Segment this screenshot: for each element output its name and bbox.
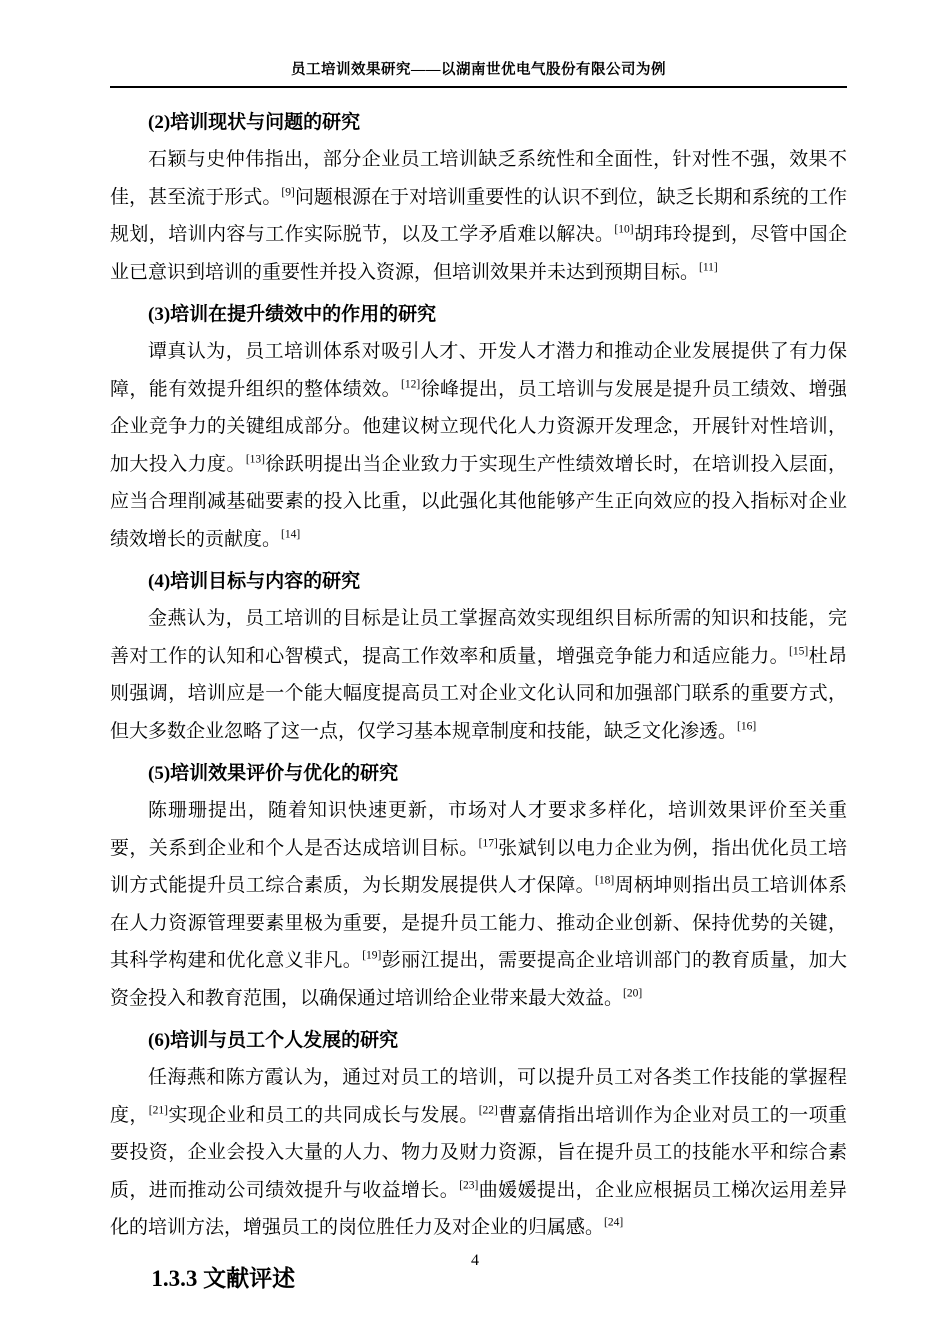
text-segment: 曲媛媛提出，企业应根据员工梯次运用差异化的培训方法，增强员工的岗位胜任力及对企业的归属感。 [110, 1179, 847, 1238]
text-segment: 实现企业和员工的共同成长与发展。 [167, 1104, 479, 1126]
text-segment: 陈珊珊提出，随着知识快速更新，市场对人才要求多样化，培训效果评价至关重要，关系到企业和个人是否达成培训目标。 [110, 800, 847, 859]
text-segment: 杜昂则强调，培训应是一个能大幅度提高员工对企业文化认同和加强部门联系的重要方式，但大多数企业忽略了这一点，仅学习基本规章制度和技能，缺乏文化渗透。 [110, 645, 847, 742]
reference-marker: [19] [362, 949, 382, 962]
section-paragraph-4 [110, 600, 847, 750]
section-heading-5: (5)培训效果评价与优化的研究 [148, 763, 399, 784]
section-heading-4: (4)培训目标与内容的研究 [148, 571, 361, 592]
reference-marker: [12] [401, 378, 421, 391]
reference-marker: [21] [148, 1104, 168, 1117]
reference-marker: [9] [281, 186, 295, 199]
section-heading-6: (6)培训与员工个人发展的研究 [148, 1030, 399, 1051]
reference-marker: [10] [614, 223, 634, 236]
section-paragraph-2 [110, 141, 847, 291]
text-segment: 曹嘉倩指出培训作为企业对员工的一项重要投资，企业会投入大量的人力、物力及财力资源，旨在提升员工的技能水平和综合素质，进而推动公司绩效提升与收益增长。 [110, 1104, 847, 1201]
page-header [110, 58, 847, 88]
section-paragraph-5 [110, 792, 847, 1017]
document-content [110, 104, 847, 1299]
reference-marker: [17] [478, 837, 498, 850]
reference-marker: [14] [281, 528, 301, 541]
page-number: 4 [471, 1252, 479, 1269]
subsection-heading-1-3-3: 1.3.3 文献评述 [151, 1265, 296, 1291]
section-paragraph-6 [110, 1059, 847, 1247]
text-segment: 胡玮玲提到，尽管中国企业已意识到培训的重要性并投入资源，但培训效果并未达到预期目标。 [110, 224, 847, 283]
text-segment: 谭真认为，员工培训体系对吸引人才、开发人才潜力和推动企业发展提供了有力保障，能有效提升组织的整体绩效。 [110, 341, 847, 400]
reference-marker: [18] [595, 874, 615, 887]
text-segment: 石颖与史仲伟指出，部分企业员工培训缺乏系统性和全面性，针对性不强，效果不佳，甚至流于形式。 [110, 149, 847, 208]
reference-marker: [13] [245, 453, 265, 466]
text-segment: 金燕认为，员工培训的目标是让员工掌握高效实现组织目标所需的知识和技能，完善对工作的认知和心智模式，提高工作效率和质量，增强竞争能力和适应能力。 [110, 608, 847, 667]
text-segment: 徐跃明提出当企业致力于实现生产性绩效增长时，在培训投入层面，应当合理削减基础要素的投入比重，以此强化其他能够产生正向效应的投入指标对企业绩效增长的贡献度。 [110, 453, 847, 550]
section-heading-2: (2)培训现状与问题的研究 [148, 112, 361, 133]
section-paragraph-3 [110, 333, 847, 558]
reference-marker: [24] [604, 1216, 624, 1229]
text-segment: 周柄坤则指出员工培训体系在人力资源管理要素里极为重要，是提升员工能力、推动企业创新、保持优势的关键，其科学构建和优化意义非凡。 [110, 875, 847, 971]
reference-marker: [20] [623, 987, 643, 1000]
text-segment: 任海燕和陈方霞认为，通过对员工的培训，可以提升员工对各类工作技能的掌握程度， [110, 1067, 847, 1126]
running-title: 员工培训效果研究——以湖南世优电气股份有限公司为例 [291, 62, 666, 78]
text-segment: 问题根源在于对培训重要性的认识不到位，缺乏长期和系统的工作规划，培训内容与工作实际脱节，以及工学矛盾难以解决。 [110, 186, 847, 245]
text-segment: 张斌钊以电力企业为例，指出优化员工培训方式能提升员工综合素质，为长期发展提供人才保障。 [110, 837, 847, 896]
reference-marker: [23] [459, 1179, 479, 1192]
reference-marker: [11] [699, 261, 718, 274]
reference-marker: [22] [478, 1104, 498, 1117]
text-segment: 彭丽江提出，需要提高企业培训部门的教育质量，加大资金投入和教育范围，以确保通过培训给企业带来最大效益。 [110, 950, 847, 1009]
reference-marker: [15] [789, 645, 809, 658]
text-segment: 徐峰提出，员工培训与发展是提升员工绩效、增强企业竞争力的关键组成部分。他建议树立现代化人力资源开发理念，开展针对性培训，加大投入力度。 [110, 378, 847, 475]
section-heading-3: (3)培训在提升绩效中的作用的研究 [148, 304, 437, 325]
reference-marker: [16] [737, 720, 757, 733]
